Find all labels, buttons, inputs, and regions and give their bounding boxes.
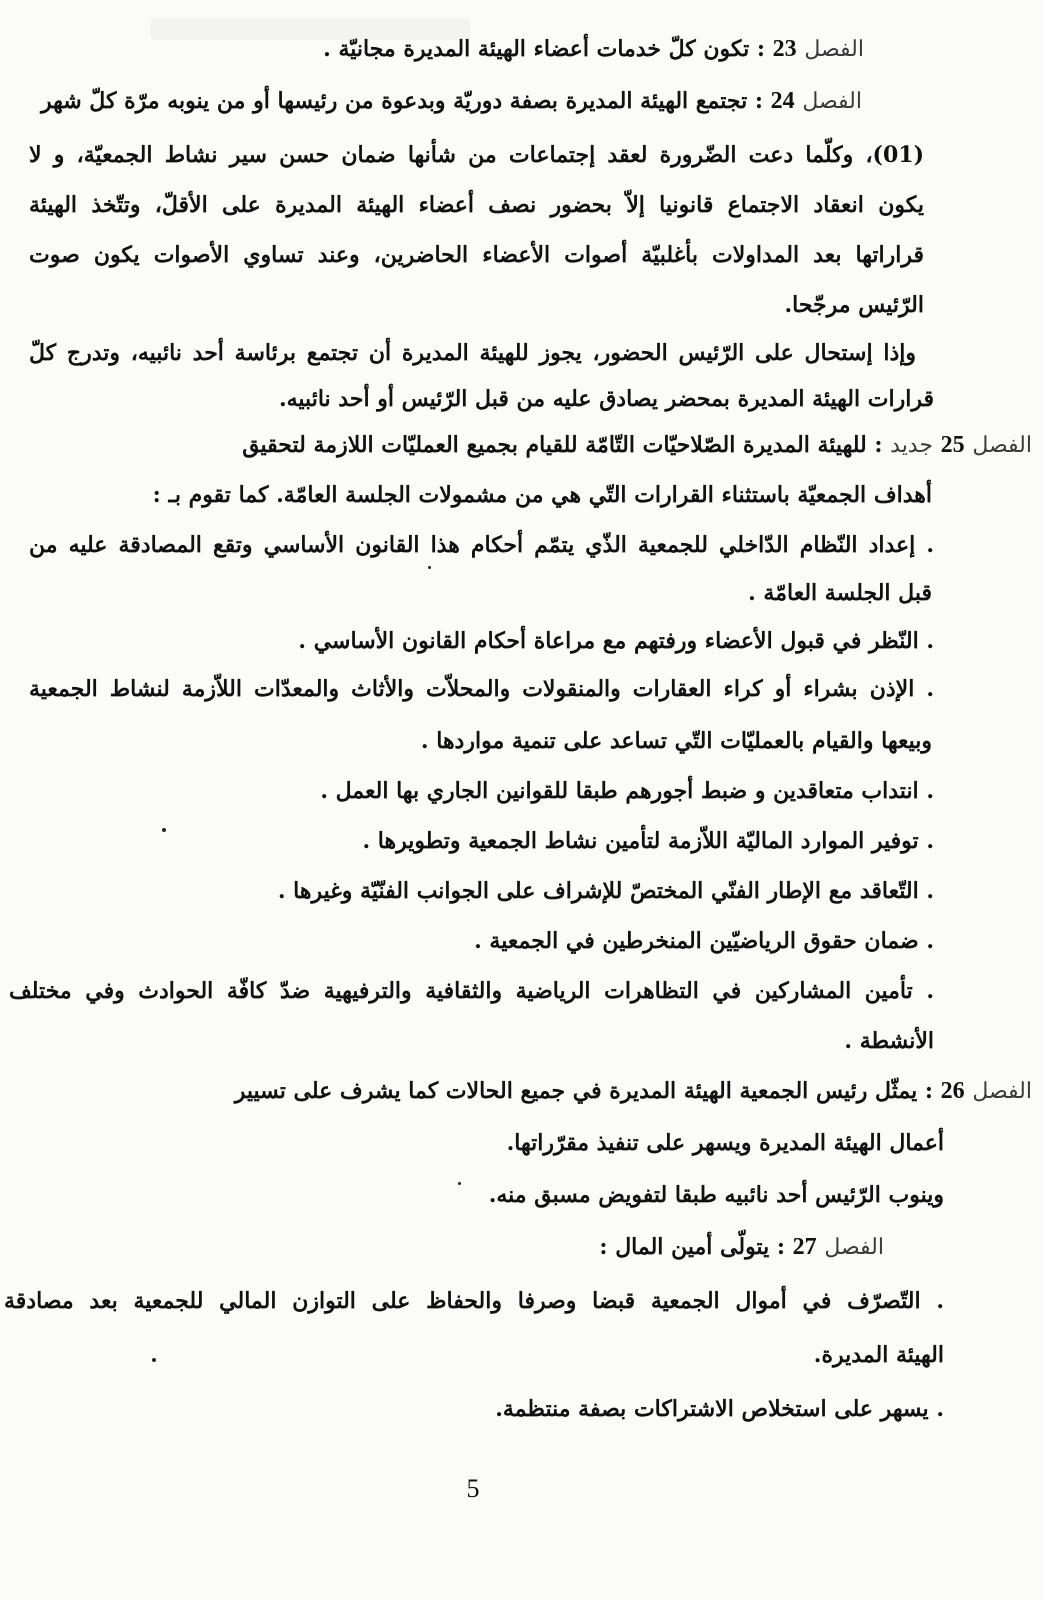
- list-item-line: . ضمان حقوق الرياضيّين المنخرطين في الجمعية .: [474, 928, 934, 954]
- article-number: 26: [940, 1078, 965, 1104]
- list-item-line: قبل الجلسة العامّة .: [748, 580, 932, 606]
- scan-speck: [428, 566, 431, 569]
- paragraph-line: الرّئيس مرجّحا.: [784, 292, 924, 318]
- paragraph-line: (01)، وكلّما دعت الضّرورة لعقد إجتماعات من شأنها ضمان حسن سير نشاط الجمعيّة، و لا: [29, 142, 924, 168]
- article-label: الفصل: [824, 1235, 884, 1260]
- article-number: 25: [940, 432, 965, 458]
- list-item-line: . إعداد النّظام الدّاخلي للجمعية الذّي يتمّم أحكام هذا القانون الأساسي وتقع المصادقة عليه من: [29, 532, 934, 558]
- list-item-line: . النّظر في قبول الأعضاء ورفتهم مع مراعاة أحكام القانون الأساسي .: [298, 628, 934, 654]
- paragraph-line: أهداف الجمعيّة باستثناء القرارات التّي هي من مشمولات الجلسة العامّة. كما تقوم بـ :: [152, 482, 932, 508]
- article-label: الفصل: [804, 37, 864, 62]
- article-27-line: [599, 1232, 884, 1262]
- article-25-line: [242, 430, 1032, 460]
- list-item-line: . الإذن بشراء أو كراء العقارات والمنقولات والمحلاّت والأثاث والمعدّات اللاّزمة لنشاط الجمعية: [29, 676, 934, 702]
- line-text: : يمثّل رئيس الجمعية الهيئة المديرة في جميع الحالات كما يشرف على تسيير: [234, 1078, 941, 1104]
- article-26-line: [235, 1076, 1032, 1106]
- scan-speck: [162, 828, 166, 832]
- article-new-label: جديد: [890, 433, 933, 458]
- list-item-line: . التّصرّف في أموال الجمعية قبضا وصرفا والحفاظ على التوازن المالي للجمعية بعد مصادقة: [4, 1288, 944, 1314]
- list-item-line: الأنشطة .: [844, 1028, 934, 1054]
- article-label: الفصل: [972, 433, 1032, 458]
- list-item-line: . توفير الموارد الماليّة اللاّزمة لتأمين نشاط الجمعية وتطويرها .: [362, 828, 934, 854]
- article-number: 23: [772, 36, 797, 62]
- line-text: : يتولّى أمين المال :: [599, 1234, 793, 1260]
- paragraph-line: وينوب الرّئيس أحد نائبيه طبقا لتفويض مسبق منه.: [488, 1182, 944, 1208]
- list-item-line: وبيعها والقيام بالعمليّات التّي تساعد على تنمية مواردها .: [420, 728, 932, 754]
- scan-speck: [458, 1182, 461, 1185]
- list-item-line: . التّعاقد مع الإطار الفنّي المختصّ للإشراف على الجوانب الفنّيّة وغيرها .: [277, 878, 934, 904]
- page-number: 5: [466, 1474, 480, 1503]
- article-number: 24: [770, 88, 795, 114]
- article-label: الفصل: [972, 1079, 1032, 1104]
- article-label: الفصل: [802, 89, 862, 114]
- list-item-line: . انتداب متعاقدين و ضبط أجورهم طبقا للقوانين الجاري بها العمل .: [320, 778, 934, 804]
- paragraph-line: وإذا إستحال على الرّئيس الحضور، يجوز للهيئة المديرة أن تجتمع برئاسة أحد نائبيه، وتدرج كلّ: [29, 340, 916, 366]
- article-24-line: [41, 86, 862, 116]
- paragraph-line: قرارات الهيئة المديرة بمحضر يصادق عليه من قبل الرّئيس أو أحد نائبيه.: [278, 386, 934, 412]
- article-number: 27: [792, 1234, 817, 1260]
- line-text: : للهيئة المديرة الصّلاحيّات التّامّة للقيام بجميع العمليّات اللازمة لتحقيق: [242, 432, 891, 458]
- list-item-line: الهيئة المديرة.: [813, 1342, 944, 1368]
- paragraph-line: أعمال الهيئة المديرة ويسهر على تنفيذ مقرّراتها.: [506, 1130, 944, 1156]
- list-item-line: . تأمين المشاركين في التظاهرات الرياضية والثقافية والترفيهية ضدّ كافّة الحوادث وفي مختلف: [9, 978, 934, 1004]
- scan-speck: [152, 1358, 156, 1362]
- paragraph-line: قراراتها بعد المداولات بأغلبيّة أصوات الأعضاء الحاضرين، وعند تساوي الأصوات يكون صوت: [29, 242, 925, 268]
- line-text: : تجتمع الهيئة المديرة بصفة دوريّة وبدعوة من رئيسها أو من ينوبه مرّة كلّ شهر: [40, 88, 771, 114]
- article-23-line: [323, 34, 864, 64]
- paragraph-line: يكون انعقاد الاجتماع قانونيا إلاّ بحضور نصف أعضاء الهيئة المديرة على الأقلّ، وتتّخذ الهيئة: [29, 192, 924, 218]
- list-item-line: . يسهر على استخلاص الاشتراكات بصفة منتظمة.: [495, 1396, 944, 1422]
- line-text: : تكون كلّ خدمات أعضاء الهيئة المديرة مجانيّة .: [323, 36, 773, 62]
